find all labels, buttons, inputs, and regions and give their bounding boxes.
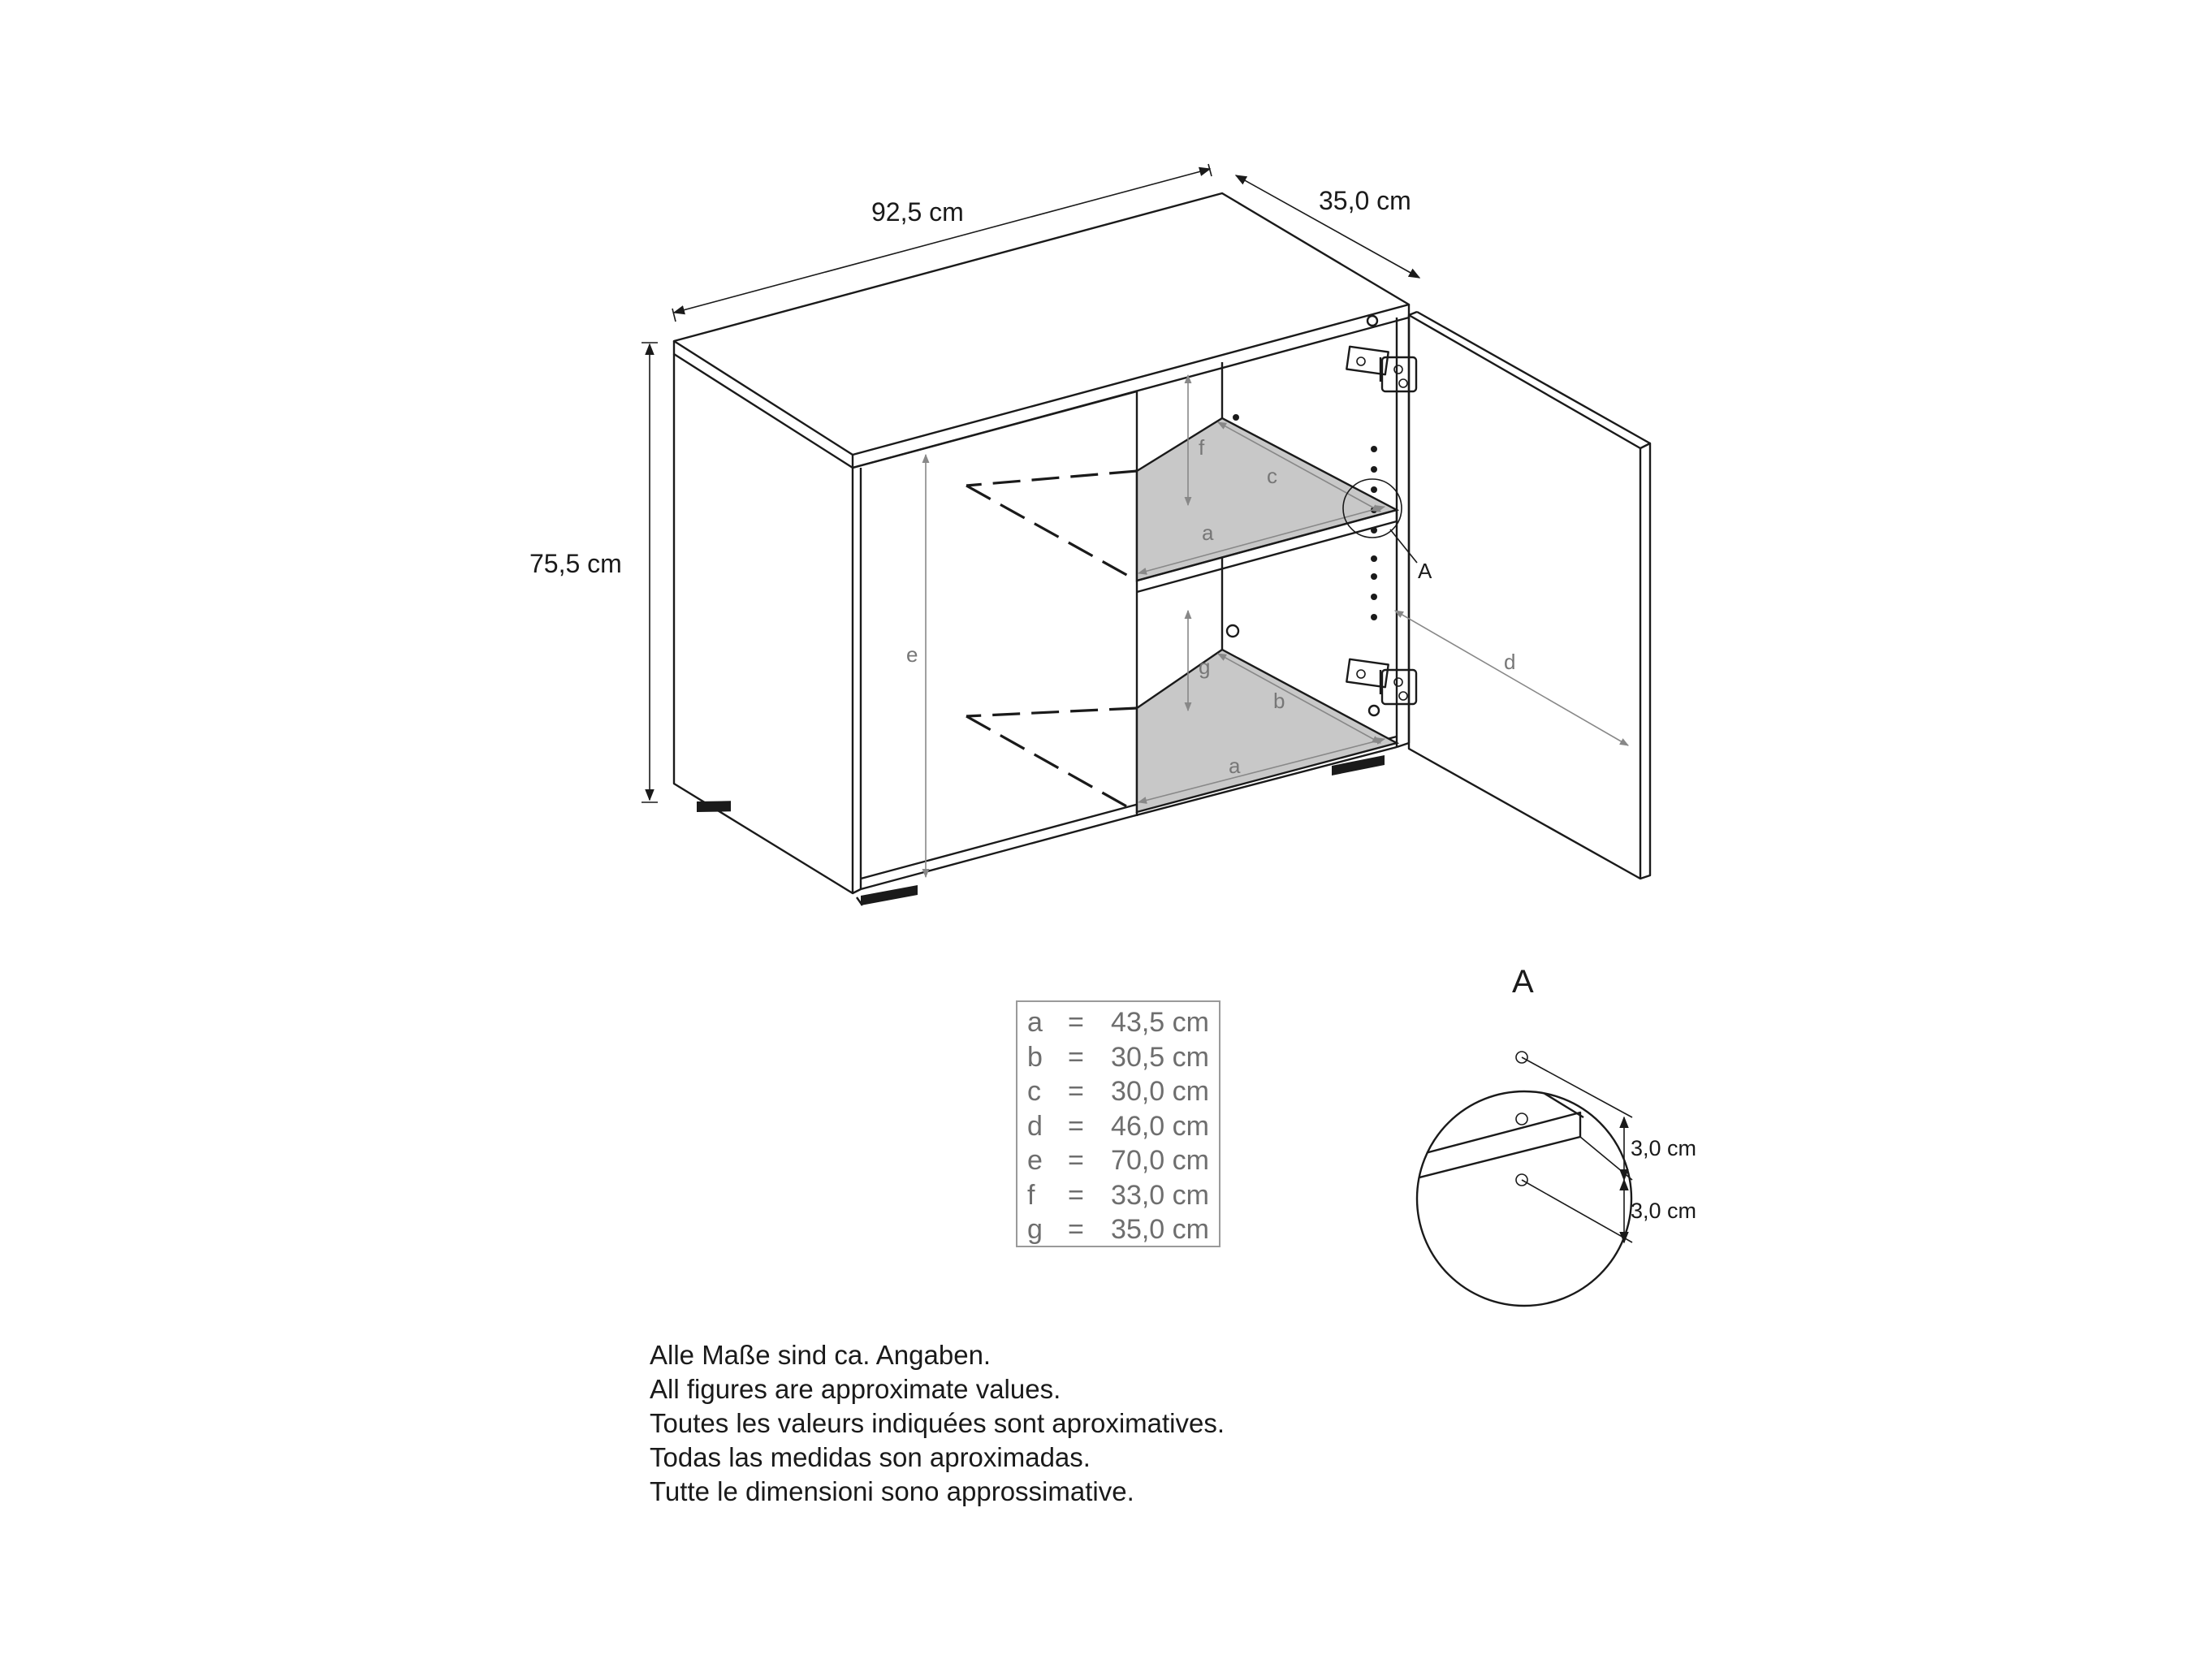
legend-value: 46,0 cm <box>1111 1110 1209 1142</box>
legend-row <box>1017 1005 1219 1040</box>
width-dimension <box>672 164 1212 322</box>
legend-value: 30,0 cm <box>1111 1076 1209 1107</box>
lower-shelf <box>966 650 1397 812</box>
legend-value: 43,5 cm <box>1111 1007 1209 1038</box>
label-a-lower: a <box>1229 754 1241 778</box>
cabinet-body <box>674 193 1409 905</box>
legend-row <box>1017 1178 1219 1213</box>
dim-d <box>1395 611 1628 745</box>
label-e: e <box>906 642 918 667</box>
label-b: b <box>1273 689 1285 713</box>
label-f: f <box>1199 435 1205 460</box>
dimension-legend <box>1016 1000 1220 1247</box>
approximate-values-note <box>650 1338 1225 1509</box>
callout-label: A <box>1418 559 1432 583</box>
depth-label: 35,0 cm <box>1319 186 1411 215</box>
upper-shelf <box>966 418 1397 592</box>
width-label: 92,5 cm <box>871 197 964 227</box>
note-line-en: All figures are approximate values. <box>650 1374 1061 1404</box>
legend-equals: = <box>1068 1145 1084 1176</box>
height-dimension <box>642 343 658 802</box>
note-line-fr: Toutes les valeurs indiquées sont aproximatives. <box>650 1408 1225 1438</box>
legend-equals: = <box>1068 1007 1084 1038</box>
legend-value: 30,5 cm <box>1111 1041 1209 1073</box>
legend-value: 70,0 cm <box>1111 1145 1209 1176</box>
note-line-es: Todas las medidas son aproximadas. <box>650 1442 1091 1472</box>
legend-value: 33,0 cm <box>1111 1179 1209 1211</box>
upper-hinge <box>1346 347 1416 391</box>
detail-title: A <box>1512 964 1534 1000</box>
label-g: g <box>1199 655 1211 679</box>
legend-key: g <box>1027 1214 1043 1245</box>
label-a-upper: a <box>1202 521 1214 545</box>
detail-view-a <box>1413 1038 1632 1306</box>
legend-key: d <box>1027 1110 1043 1142</box>
label-c: c <box>1267 464 1277 488</box>
label-d: d <box>1504 650 1516 674</box>
lower-hinge <box>1346 659 1416 704</box>
detail-spacing-upper: 3,0 cm <box>1631 1136 1697 1160</box>
legend-key: b <box>1027 1041 1043 1073</box>
legend-key: c <box>1027 1076 1041 1107</box>
height-label: 75,5 cm <box>529 549 622 578</box>
legend-key: a <box>1027 1007 1043 1038</box>
note-line-it: Tutte le dimensioni sono approssimative. <box>650 1476 1134 1506</box>
open-door <box>1409 312 1650 879</box>
legend-key: f <box>1027 1179 1035 1211</box>
legend-value: 35,0 cm <box>1111 1214 1209 1245</box>
legend-row <box>1017 1109 1219 1144</box>
detail-spacing-lower: 3,0 cm <box>1631 1199 1697 1223</box>
legend-equals: = <box>1068 1179 1084 1211</box>
legend-row <box>1017 1212 1219 1247</box>
legend-equals: = <box>1068 1076 1084 1107</box>
legend-equals: = <box>1068 1110 1084 1142</box>
legend-key: e <box>1027 1145 1043 1176</box>
legend-row <box>1017 1074 1219 1109</box>
note-line-de: Alle Maße sind ca. Angaben. <box>650 1340 992 1370</box>
legend-equals: = <box>1068 1214 1084 1245</box>
legend-row <box>1017 1143 1219 1178</box>
legend-row <box>1017 1040 1219 1075</box>
legend-equals: = <box>1068 1041 1084 1073</box>
